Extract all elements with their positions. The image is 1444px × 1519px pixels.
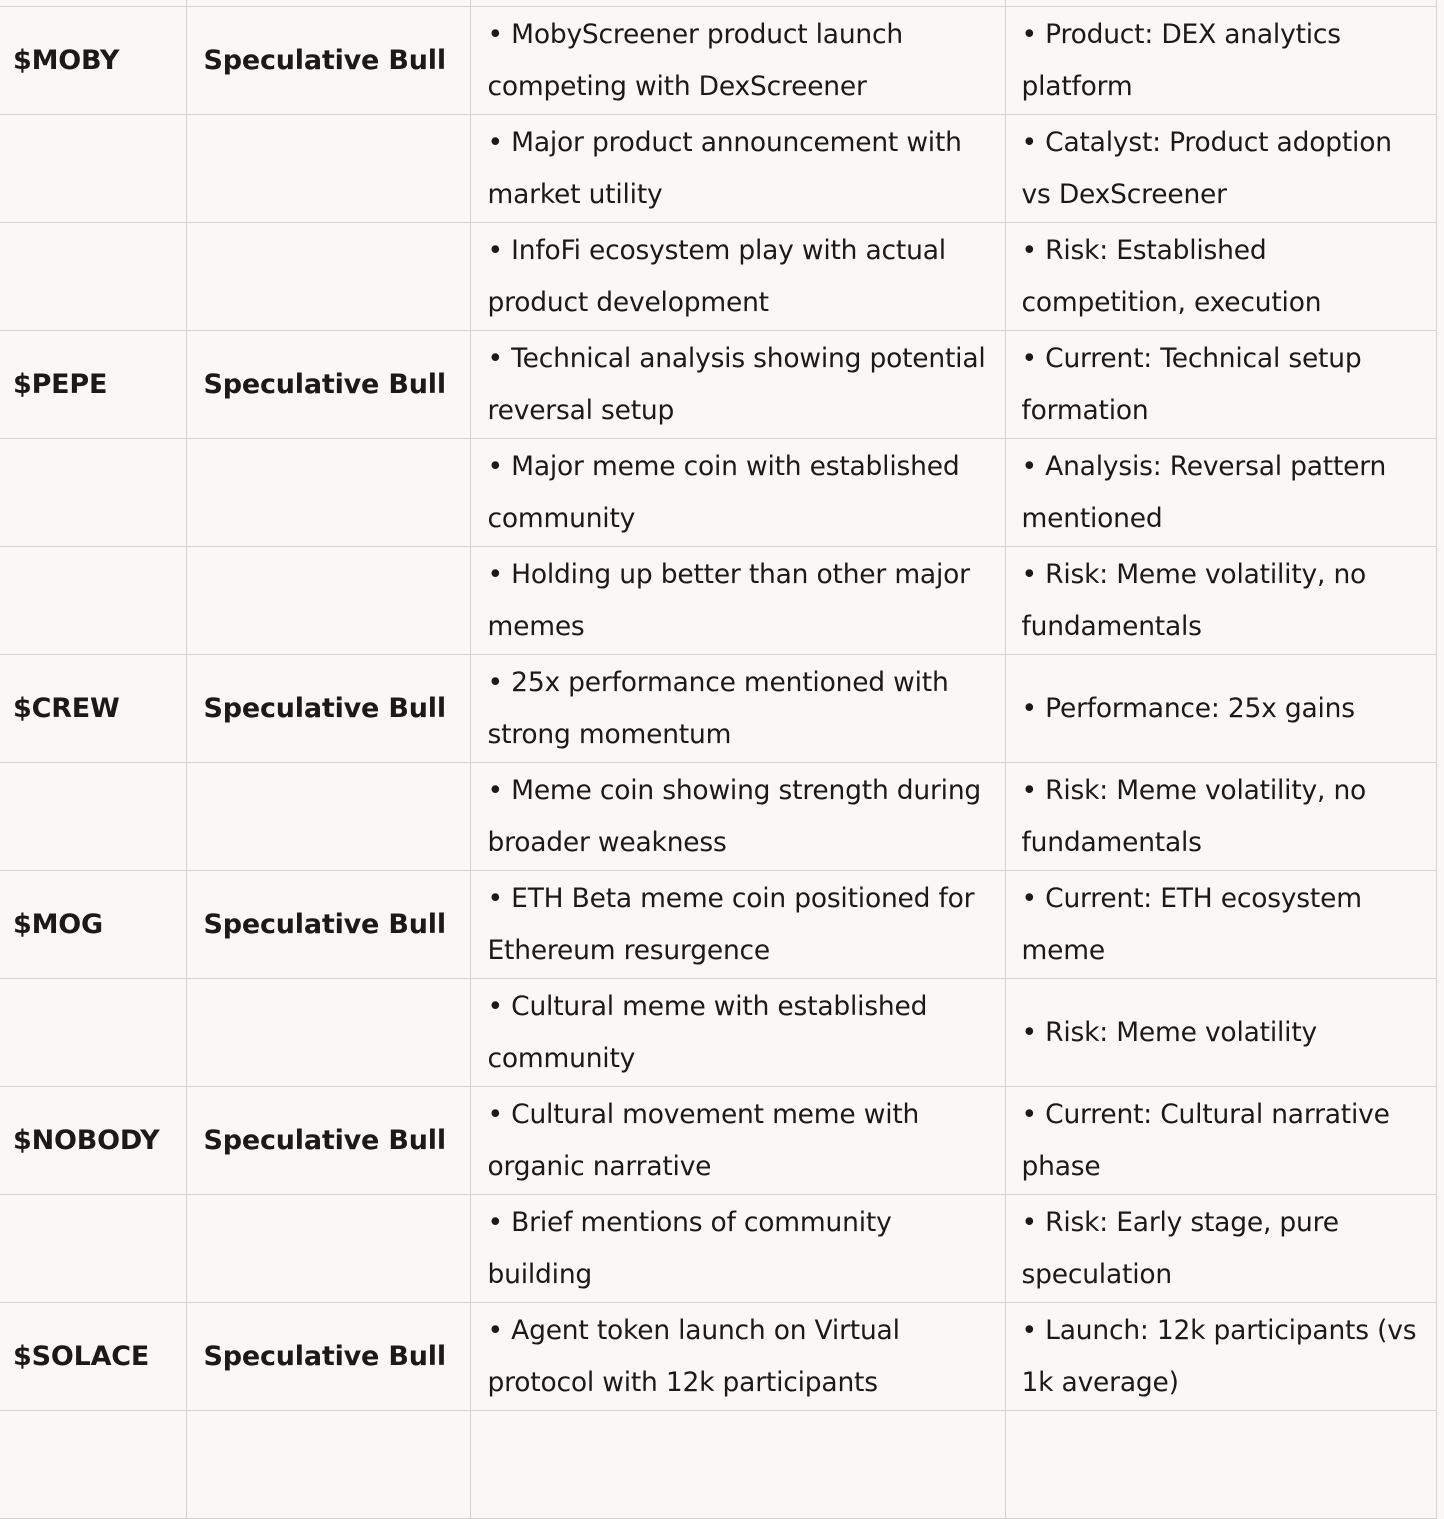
table-row [0, 1195, 1436, 1303]
sentiment-cell: Speculative Bull [186, 1087, 470, 1195]
table-row [0, 1303, 1436, 1411]
ticker-cell [0, 1195, 186, 1303]
table-row [0, 979, 1436, 1087]
metric-cell: • Risk: Meme volatility, no fundamentals [1005, 547, 1436, 655]
ticker-cell: $SOLACE [0, 1303, 186, 1411]
metric-cell: • Catalyst: Product adoption vs DexScreener [1005, 115, 1436, 223]
metric-cell: • Risk: Meme volatility, no fundamentals [1005, 763, 1436, 871]
detail-cell: • Cultural meme with established community [470, 979, 1005, 1087]
sentiment-cell [186, 547, 470, 655]
detail-cell: • Major meme coin with established community [470, 439, 1005, 547]
detail-cell: • 25x performance mentioned with strong momentum [470, 655, 1005, 763]
detail-cell: • InfoFi ecosystem play with actual product development [470, 223, 1005, 331]
sentiment-cell: Speculative Bull [186, 1303, 470, 1411]
table-row [0, 655, 1436, 763]
sentiment-cell [186, 115, 470, 223]
metric-cell: • Analysis: Reversal pattern mentioned [1005, 439, 1436, 547]
ticker-cell [0, 115, 186, 223]
sentiment-cell [186, 223, 470, 331]
ticker-cell: $MOG [0, 871, 186, 979]
sentiment-cell [186, 439, 470, 547]
detail-cell: • Agent token launch on Virtual protocol with 12k participants [470, 1303, 1005, 1411]
table-row [0, 871, 1436, 979]
ticker-cell: $NOBODY [0, 1087, 186, 1195]
metric-cell: • Risk: Early stage, pure speculation [1005, 1195, 1436, 1303]
sentiment-cell: Speculative Bull [186, 7, 470, 115]
metric-cell: • Risk: Established competition, execution [1005, 223, 1436, 331]
ticker-cell [0, 547, 186, 655]
detail-cell: • Technical analysis showing potential reversal setup [470, 331, 1005, 439]
metric-cell: • Current: ETH ecosystem meme [1005, 871, 1436, 979]
table-row [0, 331, 1436, 439]
metric-cell: • Performance: 25x gains [1005, 655, 1436, 763]
detail-cell: • Cultural movement meme with organic narrative [470, 1087, 1005, 1195]
ticker-cell [0, 223, 186, 331]
table-row [0, 7, 1436, 115]
sentiment-cell [186, 979, 470, 1087]
table-row [0, 763, 1436, 871]
sentiment-cell [186, 1195, 470, 1303]
table-row [0, 1411, 1436, 1519]
detail-cell: • ETH Beta meme coin positioned for Ethereum resurgence [470, 871, 1005, 979]
table-row [0, 439, 1436, 547]
ticker-cell [0, 1411, 186, 1519]
metric-cell: • Product: DEX analytics platform [1005, 7, 1436, 115]
detail-cell: • Brief mentions of community building [470, 1195, 1005, 1303]
metric-cell: • Launch: 12k participants (vs 1k average) [1005, 1303, 1436, 1411]
sentiment-cell [186, 763, 470, 871]
ticker-cell [0, 439, 186, 547]
table-row [0, 1087, 1436, 1195]
detail-cell: • Meme coin showing strength during broader weakness [470, 763, 1005, 871]
sentiment-cell: Speculative Bull [186, 655, 470, 763]
detail-cell: • Major product announcement with market utility [470, 115, 1005, 223]
metric-cell [1005, 1411, 1436, 1519]
table-row [0, 547, 1436, 655]
metric-cell: • Current: Cultural narrative phase [1005, 1087, 1436, 1195]
ticker-cell: $PEPE [0, 331, 186, 439]
ticker-cell [0, 979, 186, 1087]
ticker-cell [0, 763, 186, 871]
ticker-cell: $MOBY [0, 7, 186, 115]
table-row [0, 223, 1436, 331]
sentiment-cell [186, 1411, 470, 1519]
metric-cell: • Current: Technical setup formation [1005, 331, 1436, 439]
ticker-cell: $CREW [0, 655, 186, 763]
detail-cell [470, 1411, 1005, 1519]
detail-cell: • MobyScreener product launch competing with DexScreener [470, 7, 1005, 115]
sentiment-cell: Speculative Bull [186, 331, 470, 439]
sentiment-cell: Speculative Bull [186, 871, 470, 979]
detail-cell: • Holding up better than other major memes [470, 547, 1005, 655]
table-row [0, 115, 1436, 223]
metric-cell: • Risk: Meme volatility [1005, 979, 1436, 1087]
